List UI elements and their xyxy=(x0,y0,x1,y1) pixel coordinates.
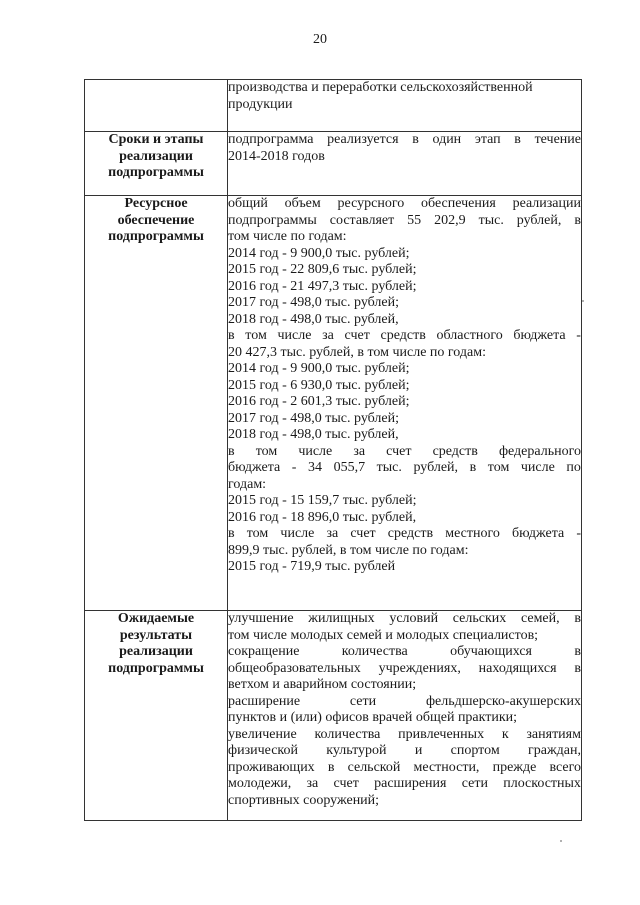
row-label xyxy=(85,80,228,132)
content-line: улучшение жилищных условий сельских семей, в xyxy=(228,611,581,626)
content-line: 2017 год - 498,0 тыс. рублей; xyxy=(228,295,400,310)
content-line: общеобразовательных учреждениях, находящихся в xyxy=(228,660,581,676)
table-row xyxy=(85,196,582,611)
content-line: том числе по годам: xyxy=(228,229,347,244)
row-label xyxy=(85,196,228,611)
content-line: в том числе за счет средств областного бюджета - xyxy=(228,328,581,343)
content-line: 20 427,3 тыс. рублей, в том числе по годам: xyxy=(228,344,486,360)
content-line: увеличение количества привлеченных к занятиям xyxy=(228,726,581,742)
row-label-line: обеспечение xyxy=(117,212,195,228)
content-line: в том числе за счет средств федерального xyxy=(228,443,581,459)
table-row xyxy=(85,611,582,821)
content-line: продукции xyxy=(228,96,293,112)
content-line: 2018 год - 498,0 тыс. рублей, xyxy=(228,311,399,327)
content-line: годам: xyxy=(228,476,267,492)
scan-speck xyxy=(560,840,562,842)
scan-speck xyxy=(582,300,584,302)
row-label-line: подпрограммы xyxy=(108,660,204,676)
content-line: 2015 год - 719,9 тыс. рублей xyxy=(228,559,396,574)
content-line: физической культурой и спортом граждан, xyxy=(228,743,581,758)
row-content xyxy=(228,196,582,611)
row-label-line: подпрограммы xyxy=(108,165,204,180)
row-label-line: реализации xyxy=(119,644,193,659)
content-line: бюджета - 34 055,7 тыс. рублей, в том числе по xyxy=(228,460,581,475)
content-line: пунктов и (или) офисов врачей общей практики; xyxy=(228,710,518,725)
content-line: сокращение количества обучающихся в xyxy=(228,644,581,659)
row-label-line: результаты xyxy=(119,627,193,643)
row-content xyxy=(228,80,582,132)
content-line: молодежи, за счет расширения сети плоскостных xyxy=(228,776,581,791)
content-line: 2016 год - 21 497,3 тыс. рублей; xyxy=(228,278,417,294)
row-content xyxy=(228,132,582,196)
content-line: 2014 год - 9 900,0 тыс. рублей; xyxy=(228,361,410,376)
content-line: том числе молодых семей и молодых специалистов; xyxy=(228,627,539,643)
content-line: 2016 год - 18 896,0 тыс. рублей, xyxy=(228,509,417,525)
row-label-line: Ожидаемые xyxy=(117,611,195,626)
content-line: 2018 год - 498,0 тыс. рублей, xyxy=(228,427,399,442)
content-line: 899,9 тыс. рублей, в том числе по годам: xyxy=(228,542,469,558)
content-line: в том числе за счет средств местного бюджета - xyxy=(228,526,581,541)
row-label-line: реализации xyxy=(119,148,193,164)
content-line: ветхом и аварийном состоянии; xyxy=(228,677,417,692)
subprogram-passport-table xyxy=(84,79,582,821)
content-line: проживающих в сельской местности, прежде всего xyxy=(228,759,581,775)
content-line: 2014-2018 годов xyxy=(228,148,325,164)
content-line: подпрограмма реализуется в один этап в течение xyxy=(228,132,581,147)
content-line: 2017 год - 498,0 тыс. рублей; xyxy=(228,410,400,426)
table-row xyxy=(85,132,582,196)
content-line: производства и переработки сельскохозяйственной xyxy=(228,80,533,95)
content-line: 2016 год - 2 601,3 тыс. рублей; xyxy=(228,394,410,409)
row-label xyxy=(85,611,228,821)
content-line: расширение сети фельдшерско-акушерских xyxy=(228,693,581,709)
row-label-line: Ресурсное xyxy=(124,196,188,211)
row-label-line: подпрограммы xyxy=(108,229,204,244)
table-row xyxy=(85,80,582,132)
row-label xyxy=(85,132,228,196)
content-line: подпрограммы составляет 55 202,9 тыс. рублей, в xyxy=(228,212,581,228)
content-line: 2014 год - 9 900,0 тыс. рублей; xyxy=(228,245,410,261)
row-content xyxy=(228,611,582,821)
content-line: 2015 год - 15 159,7 тыс. рублей; xyxy=(228,493,417,508)
content-line: спортивных сооружений; xyxy=(228,792,380,808)
row-label-line: Сроки и этапы xyxy=(108,132,204,147)
content-line: общий объем ресурсного обеспечения реализации xyxy=(228,196,581,211)
page-number: 20 xyxy=(313,32,327,47)
content-line: 2015 год - 6 930,0 тыс. рублей; xyxy=(228,377,410,393)
content-line: 2015 год - 22 809,6 тыс. рублей; xyxy=(228,262,417,277)
